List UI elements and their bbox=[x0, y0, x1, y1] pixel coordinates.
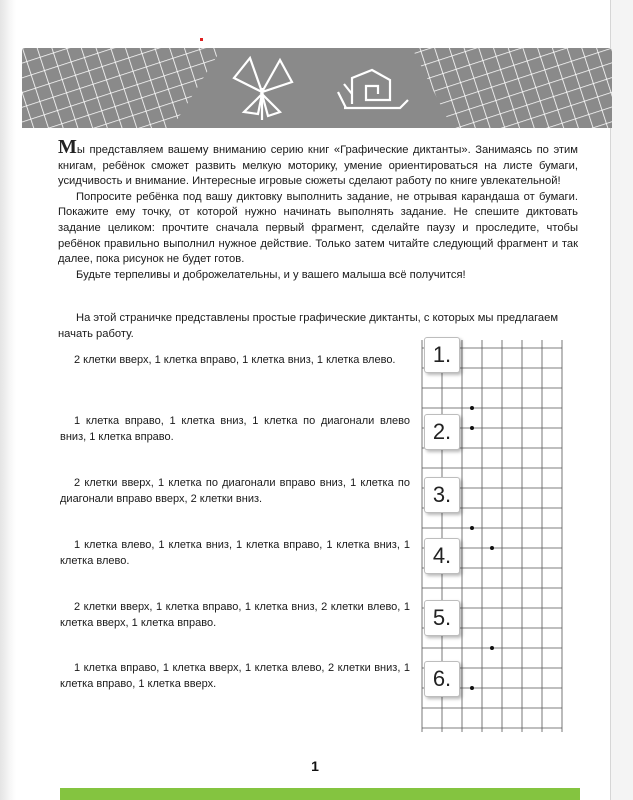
task-text: 2 клетки вверх, 1 клетка вправо, 1 клетка вниз, 2 клетки влево, 1 клетка вверх, 1 клетка вправо. bbox=[60, 601, 410, 629]
start-point-dot bbox=[470, 426, 474, 430]
task-number-6: 6. bbox=[424, 661, 460, 697]
start-point-dot bbox=[490, 546, 494, 550]
start-point-dot bbox=[490, 646, 494, 650]
start-point-dot bbox=[470, 526, 474, 530]
dropcap: М bbox=[58, 136, 77, 158]
task-2-text bbox=[60, 414, 410, 445]
task-text: 1 клетка влево, 1 клетка вниз, 1 клетка вправо, 1 клетка вниз, 1 клетка влево. bbox=[60, 539, 410, 567]
page-number: 1 bbox=[311, 758, 319, 774]
task-text: 1 клетка вправо, 1 клетка вверх, 1 клетка влево, 2 клетки вниз, 1 клетка вправо, 1 клетка вверх. bbox=[60, 662, 410, 690]
task-1-text bbox=[60, 353, 410, 369]
task-text: 1 клетка вправо, 1 клетка вниз, 1 клетка по диагонали влево вниз, 1 клетка вправо. bbox=[60, 415, 410, 443]
lead-paragraph: На этой страничке представлены простые графические диктанты, с которых мы предлагаем начать работу. bbox=[58, 312, 559, 340]
lead-text bbox=[58, 311, 580, 342]
task-4-text bbox=[60, 538, 410, 569]
start-point-dot bbox=[470, 406, 474, 410]
task-number-1: 1. bbox=[424, 337, 460, 373]
intro-paragraph-text: ы представляем вашему вниманию серию книг «Графические диктанты». Занимаясь по этим книгам, ребёнок сможет развить мелкую моторику, умение ориентироваться на листе бумаги, усидчивость и внимание. Интересные игровые сюжеты сделают работу по книге увлекательной! bbox=[58, 144, 578, 188]
start-point-dot bbox=[470, 686, 474, 690]
task-5-text bbox=[60, 600, 410, 631]
task-number-3: 3. bbox=[424, 477, 460, 513]
print-mark bbox=[200, 38, 203, 41]
task-number-5: 5. bbox=[424, 600, 460, 636]
page-edge bbox=[610, 0, 633, 800]
task-text: 2 клетки вверх, 1 клетка вправо, 1 клетка вниз, 1 клетка влево. bbox=[74, 354, 396, 366]
intro-paragraph: Попросите ребёнка под вашу диктовку выполнить задание, не отрывая карандаша от бумаги. Покажите ему точку, от которой нужно начинать выполнять задание. Не спешите диктовать задание целиком: прочтите сначала первый фрагмент, сделайте паузу и проследите, чтобы ребёнок правильно выполнил нужное действие. Только затем читайте следующий фрагмент и так далее, пока рисунок не будет готов. bbox=[58, 190, 578, 266]
task-text: 2 клетки вверх, 1 клетка по диагонали вправо вниз, 1 клетка по диагонали вправо вверх, 2 клетки вниз. bbox=[60, 477, 410, 505]
task-6-text bbox=[60, 661, 410, 692]
intro-text bbox=[58, 136, 578, 283]
task-3-text bbox=[60, 476, 410, 507]
page-shadow bbox=[0, 0, 16, 800]
task-number-4: 4. bbox=[424, 538, 460, 574]
color-strip bbox=[60, 788, 580, 800]
intro-paragraph bbox=[58, 136, 578, 190]
header-banner bbox=[22, 48, 612, 128]
task-number-2: 2. bbox=[424, 414, 460, 450]
intro-paragraph: Будьте терпеливы и доброжелательны, и у вашего малыша всё получится! bbox=[76, 268, 466, 281]
